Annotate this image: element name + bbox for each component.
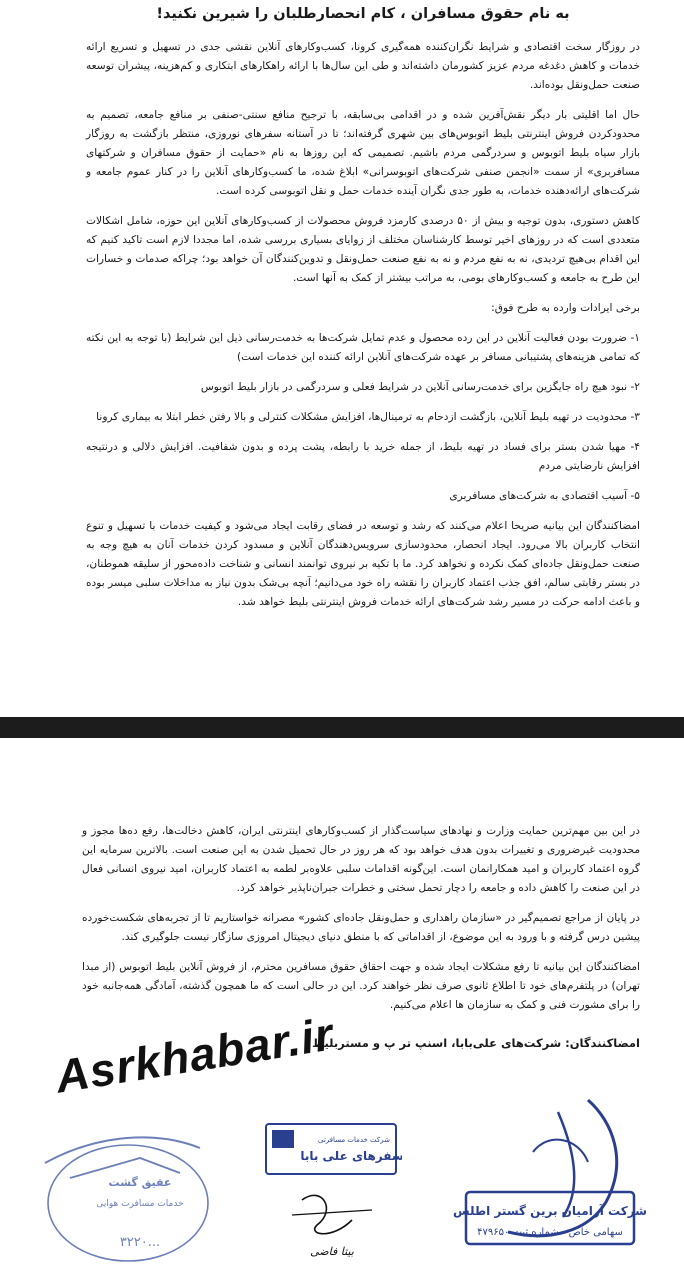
stamp-aqiq-gasht-graphic	[30, 1118, 215, 1268]
document-title: به نام حقوق مسافران ، کام انحصارطلبان را شیرین نکنید!	[156, 6, 570, 22]
stamp-aramian-line1: شرکت آرامیان برین گستر اطلس	[453, 1204, 647, 1218]
stamp-aramian	[438, 1092, 648, 1267]
stamp-aramian-graphic	[438, 1092, 648, 1267]
stamp-alibaba-brand: سفرهای علی بابا	[300, 1149, 402, 1163]
stamp-alibaba-signature: بیتا فاضی	[310, 1245, 354, 1258]
paragraph-request: در پایان از مراجع تصمیم‌گیر در «سازمان راهداری و حمل‌ونقل جاده‌ای کشور» مصرانه خواستاریم تا از تجربه‌های شکست‌خورده پیشین درس گرفته و با ورود به این موضوع، از اقداماتی که با منطق دنیای دیجیتال امروزی سازگار نیست جلوگیری کند.	[82, 912, 640, 943]
stamp-aqiq-line1: عقیق گشت	[108, 1176, 172, 1189]
paragraph-signatories-statement: امضاکنندگان این بیانیه صریحا اعلام می‌کنند که رشد و توسعه در فضای رقابت ایجاد می‌شود و کیفیت خدمات با تسهیل و تنوع انتخاب کاربران بالا می‌رود. ایجاد انحصار، محدودسازی سرویس‌دهندگان آنلاین و مسدود کردن خدمات آنان به هیچ وجه به صنعت حمل‌ونقل جاده‌ای کمک نکرده و نخواهد کرد. ما با تکیه بر نیروی توانمند انسانی و شناخت داده‌محور از سلیقه هموطنان، در بستر رقابتی سالم، افق جذب اعتماد کاربران را نقشه راه خود می‌دانیم؛ آنچه بی‌شک بدون نیاز به مداخلات سلبی میسر بوده و باعث ادامه حرکت در مسیر رشد شرکت‌های ارائه خدمات فروش اینترنتی بلیط خواهد شد.	[86, 520, 640, 608]
stamp-alibaba-graphic	[262, 1120, 402, 1270]
watermark: Asrkhabar.ir	[51, 1007, 338, 1103]
paragraph-concern: حال اما اقلیتی بار دیگر نقش‌آفرین شده و در اقدامی بی‌سابقه، با ترجیح منافع سنتی-صنفی بر منافع جامعه، تصمیم به محدودکردن فروش اینترنتی بلیط اتوبوس‌های بین شهری گرفته‌اند؛ تا در آستانه سفرهای نوروزی، منتظر بازگشت به روزگار بازار سیاه بلیط اتوبوس و سردرگمی مردم باشیم. تصمیمی که این روزها به نام «حمایت از حقوق مسافران و شرکتهای مسافربری» از سمت «انجمن صنفی شرکت‌های اتوبوسرانی» ابلاغ شده، ما کسب‌وکارهای آنلاین را در کنار عموم جامعه و شرکت‌های ارائه‌دهنده خدمات، به طور جدی نگران آینده خدمات حمل و نقل اتوبوسی کرده است.	[86, 109, 640, 197]
issue-item-5: ۵- آسیب اقتصادی به شرکت‌های مسافربری	[449, 490, 640, 502]
issue-item-1: ۱- ضرورت بودن فعالیت آنلاین در این رده محصول و عدم تمایل شرکت‌ها به خدمت‌رسانی ذیل این شرایط (با توجه به این نکته که تمامی هزینه‌های پشتیبانی مسافر بر عهده شرکت‌های آنلاین ارائه کننده این خدمات است)	[86, 332, 640, 363]
signatories-line: امضاکنندگان: شرکت‌های علی‌بابا، اسنپ تر پ و مستربلیط	[312, 1036, 640, 1050]
stamp-aqiq-gasht	[30, 1118, 215, 1268]
paragraph-commission-cut: کاهش دستوری، بدون توجیه و بیش از ۵۰ درصدی کارمزد فروش محصولات از کسب‌وکارهای آنلاین این حوزه، شامل اشکالات متعددی است که در روزهای اخیر توسط کارشناسان مختلف از زوایای بسیاری بررسی شده، اما مجددا لازم است تاکید کنیم که این اقدام بی‌هیچ تردیدی، نه به نفع مردم و نه به نفع صنعت حمل‌ونقل و تدوین‌کنندگان آن خواهد بود؛ چراکه صدمات و خسارات این طرح به جامعه و کسب‌وکارهای بومی، به مراتب بیشتر از کمک به آنها است.	[86, 215, 640, 284]
issues-heading: برخی ایرادات وارده به طرح فوق:	[491, 302, 640, 314]
stamp-aramian-line2: سهامی خاص - شماره ثبت ۴۷۹۶۵۰	[477, 1227, 623, 1238]
issue-item-2: ۲- نبود هیچ راه جایگزین برای خدمت‌رسانی آنلاین در شرایط فعلی و سردرگمی در بازار بلیط اتوبوس	[200, 381, 640, 393]
stamp-aqiq-line2: خدمات مسافرت هوایی	[96, 1199, 184, 1209]
issue-item-4: ۴- مهیا شدن بستر برای فساد در تهیه بلیط، از جمله خرید با رابطه، پشت پرده و بدون شفافیت. افزایش دلالی و درنتیجه افزایش نارضایتی مردم	[86, 441, 640, 472]
paragraph-ministry-support: در این بین مهم‌ترین حمایت وزارت و نهادهای سیاست‌گذار از کسب‌وکارهای اینترنتی ایران، کاهش دخالت‌ها، رفع ده‌ها مجوز و محدودیت غیرضروری و تغییرات بدون هدف خواهد بود که هر روز در حال تحمیل شدن به این صنعت است. بالاترین سرمایه این گروه اعتماد کاربران و امید همکارانمان است. این‌گونه اقدامات سلبی علاوه‌بر لطمه به اعتماد کاربران، امید نیروی انسانی فعال در این صنعت را کاهش داده و جامعه را دچار تحمل سختی و خطرات جبران‌ناپذیر خواهد کرد.	[82, 825, 640, 894]
paragraph-intro: در روزگار سخت اقتصادی و شرایط نگران‌کننده همه‌گیری کرونا، کسب‌وکارهای آنلاین نقشی جدی در تسهیل و تسریع ارائه خدمات و کاهش دغدغه مردم عزیز کشورمان داشته‌اند و طی این سال‌ها با ارائه راهکارهای ابتکاری و کم‌هزینه، پیشران توسعه صنعت حمل‌ونقل بوده‌اند.	[86, 41, 640, 91]
paragraph-suspension: امضاکنندگان این بیانیه تا رفع مشکلات ایجاد شده و جهت احقاق حقوق مسافرین محترم، از فروش آنلاین بلیط اتوبوس (از مبدا تهران) در پلتفرم‌های خود تا اطلاع ثانوی صرف نظر خواهند کرد. این در حالی است که ما همچون گذشته، آمادگی همه‌جانبه خود را برای مشورت فنی و کمک به سازمان ها اعلام می‌کنیم.	[82, 961, 640, 1011]
stamp-aqiq-code: ۳۲۲۰...	[119, 1235, 161, 1250]
issue-item-3: ۳- محدودیت در تهیه بلیط آنلاین، بازگشت ازدحام به ترمینال‌ها، افزایش مشکلات کنترلی و بالا رفتن خطر ابتلا به بیماری کرونا	[96, 411, 640, 423]
stamp-alibaba-line1: شرکت خدمات مسافرتی	[318, 1136, 390, 1144]
stamp-alibaba	[262, 1120, 402, 1270]
